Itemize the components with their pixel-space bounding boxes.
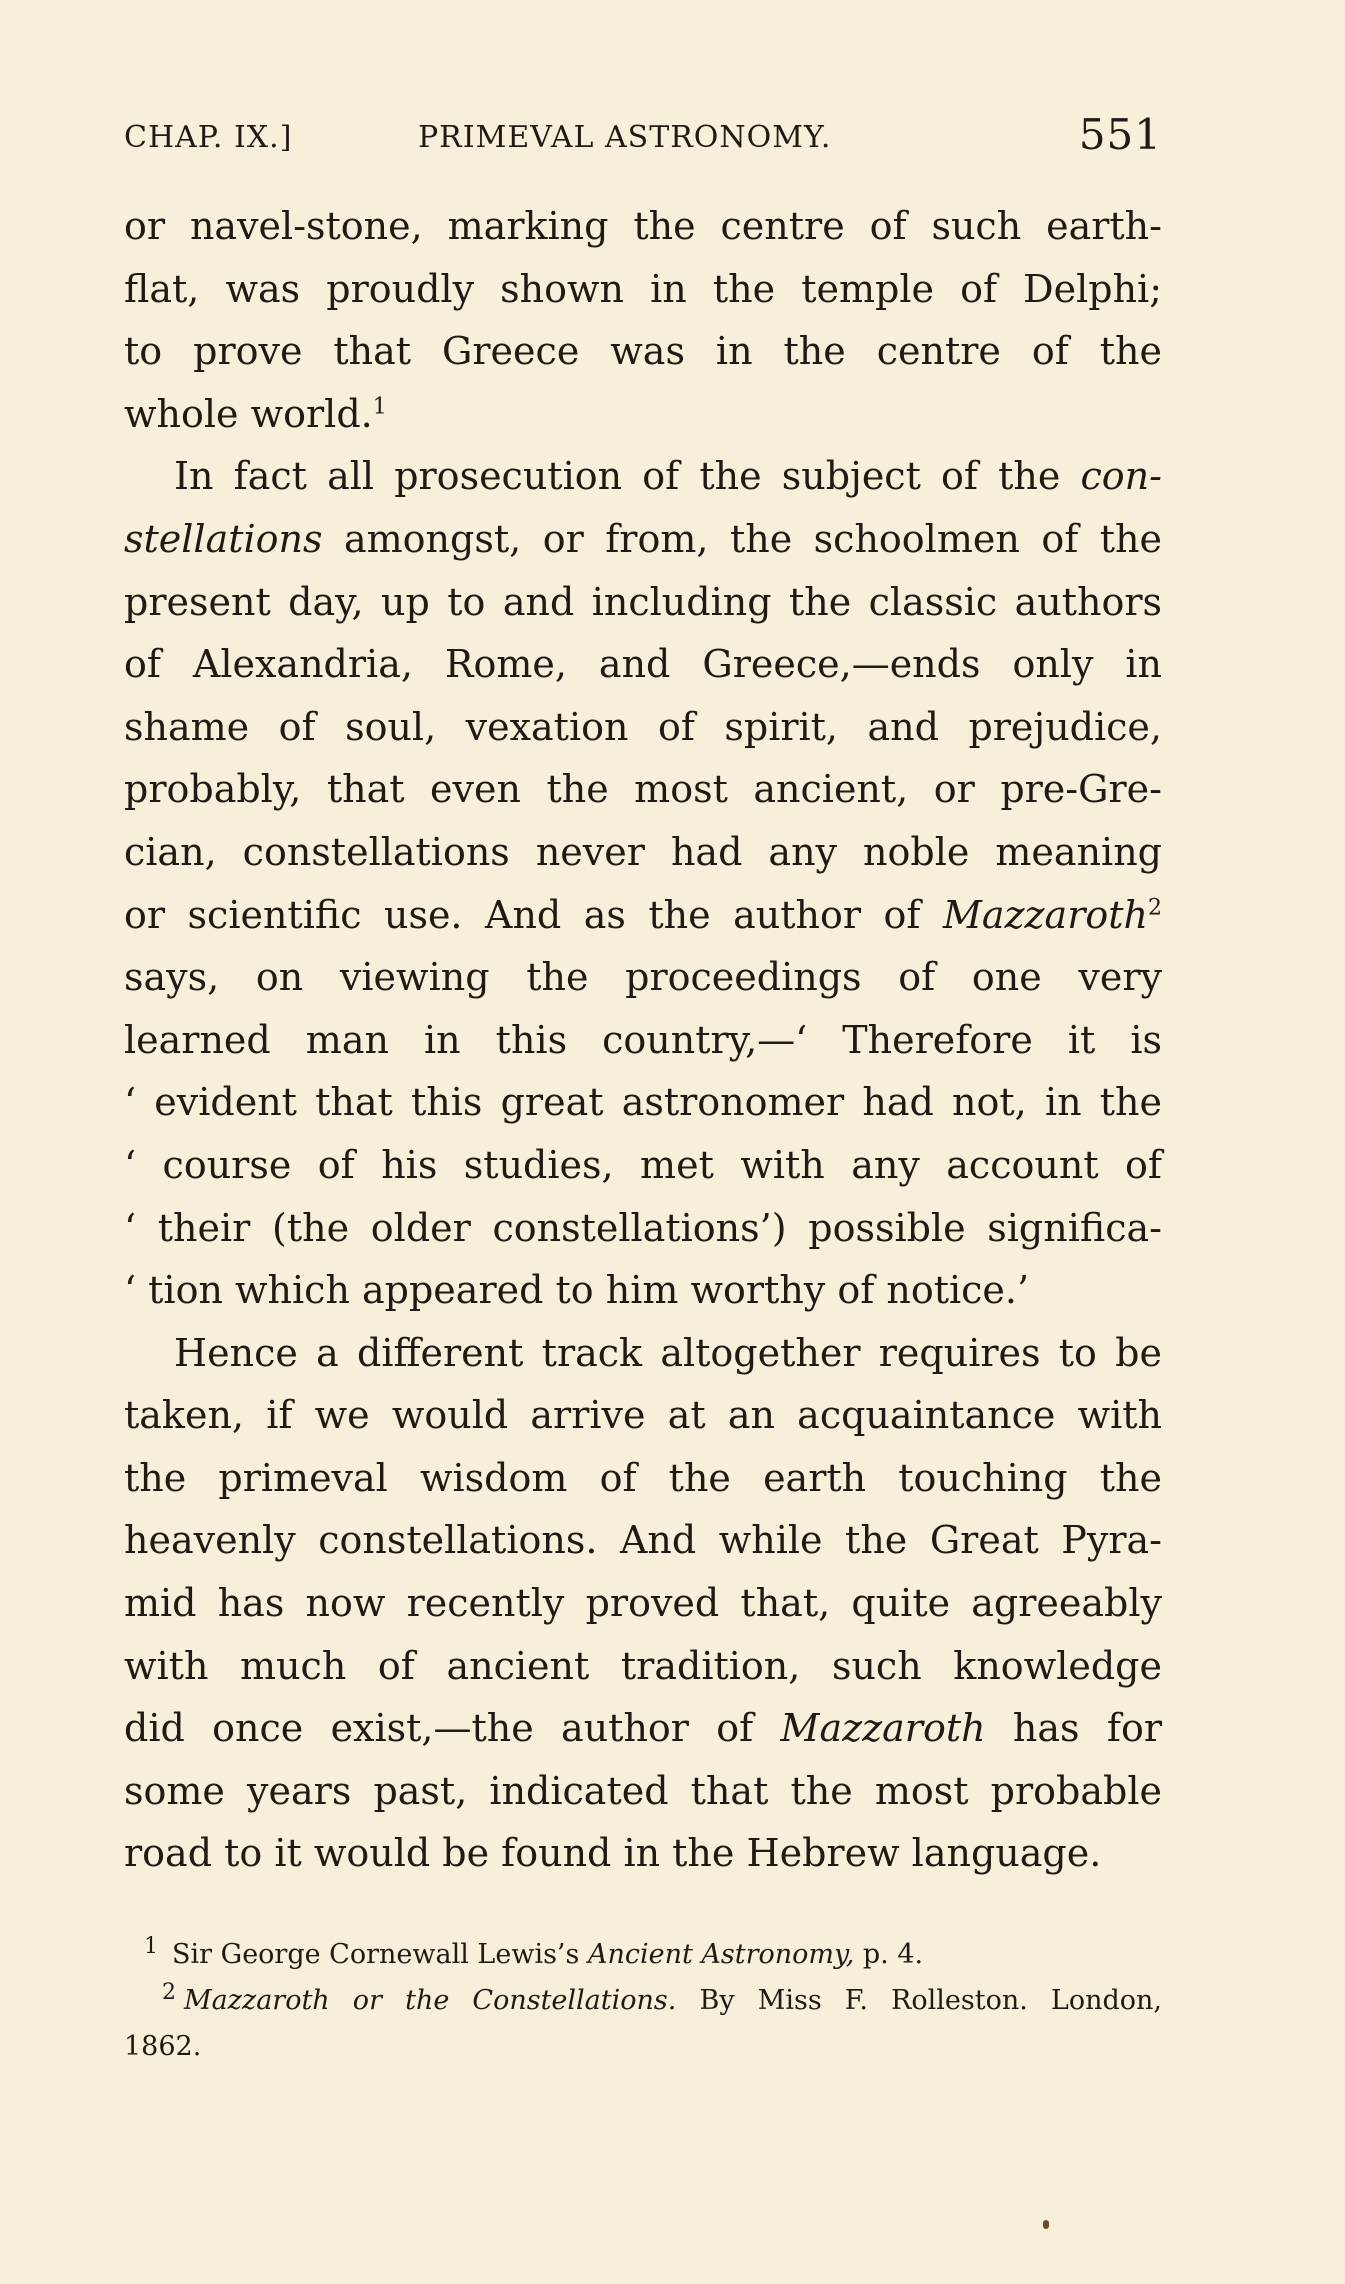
footnote-2-number: 2 [162, 1980, 176, 2005]
text-line: the primeval wisdom of the earth touching the [124, 1455, 1162, 1500]
footnote-text: p. 4. [854, 1939, 924, 1970]
text-line: ‘ evident that this great astronomer had not, in the [124, 1080, 1162, 1125]
text-line: flat, was proudly shown in the temple of Delphi; [124, 266, 1162, 311]
text-line: says, on viewing the proceedings of one very [124, 955, 1162, 1000]
text-span: whole world. [124, 391, 373, 436]
text-line: heavenly constellations. And while the Great Pyra- [124, 1518, 1162, 1563]
text-line: mid has now recently proved that, quite agreeably [124, 1581, 1162, 1626]
footnote-italic: Mazzaroth or the Constellations. [184, 1985, 677, 2016]
text-line: ‘ course of his studies, met with any account of [124, 1142, 1162, 1187]
italic-span: con- [1080, 454, 1162, 499]
running-title: PRIMEVAL ASTRONOMY. [418, 120, 832, 155]
page-number: 551 [1078, 110, 1162, 159]
footnote-2-continuation: 1862. [124, 2031, 202, 2062]
footnote-text: Sir George Cornewall Lewis’s [172, 1939, 588, 1970]
text-span: has for [985, 1706, 1162, 1751]
text-line: Hence a different track altogether requires to be [174, 1330, 1162, 1375]
text-line [124, 1697, 1162, 1760]
footnote-2 [124, 1978, 1162, 2024]
text-span: did once exist,—the author of [124, 1706, 781, 1751]
paragraph-2 [124, 445, 1162, 1321]
text-line: ‘ tion which appeared to him worthy of notice.’ [124, 1268, 1030, 1313]
text-line: ‘ their (the older constellations’) possible significa- [124, 1205, 1162, 1250]
footnotes [124, 1932, 1162, 2070]
text-line: shame of soul, vexation of spirit, and prejudice, [124, 704, 1162, 749]
chapter-label: CHAP. IX.] [124, 120, 293, 155]
text-line: some years past, indicated that the most probable [124, 1768, 1162, 1813]
footnote-ref-1: 1 [372, 394, 387, 420]
ink-speck [1043, 2220, 1049, 2229]
text-line [124, 508, 1162, 571]
text-line: to prove that Greece was in the centre of the [124, 329, 1162, 374]
text-span: or scientific use. And as the author of [124, 892, 943, 937]
text-line: with much of ancient tradition, such knowledge [124, 1643, 1162, 1688]
text-line: road to it would be found in the Hebrew language. [124, 1831, 1102, 1876]
text-line: taken, if we would arrive at an acquaintance with [124, 1393, 1162, 1438]
italic-span: stellations [124, 516, 323, 561]
text-line: present day, up to and including the classic authors [124, 579, 1162, 624]
text-line: learned man in this country,—‘ Therefore it is [124, 1017, 1162, 1062]
text-line [124, 383, 1162, 446]
text-line: or navel-stone, marking the centre of such earth- [124, 204, 1162, 248]
text-span: amongst, or from, the schoolmen of the [322, 516, 1162, 561]
text-line: probably, that even the most ancient, or pre-Gre- [124, 767, 1162, 812]
footnote-text: By Miss F. Rolleston. London, [676, 1985, 1162, 2016]
footnote-italic: Ancient Astronomy, [587, 1939, 855, 1970]
paragraph-3 [124, 1322, 1162, 1885]
footnote-1: 1 Sir George Cornewall Lewis’s Ancient Astronomy, p. 4. [144, 1934, 924, 1970]
text-line [124, 445, 1162, 508]
text-line: of Alexandria, Rome, and Greece,—ends only in [124, 642, 1162, 687]
paragraph-1 [124, 195, 1162, 445]
footnote-ref-2: 2 [1148, 894, 1162, 920]
italic-span: Mazzaroth [780, 1706, 986, 1751]
text-line: cian, constellations never had any noble meaning [124, 829, 1162, 874]
text-span: In fact all prosecution of the subject of the [174, 454, 1081, 499]
text-line [124, 884, 1162, 947]
italic-span: Mazzaroth [942, 892, 1148, 937]
body-text [124, 195, 1162, 1885]
running-header [124, 110, 1162, 170]
